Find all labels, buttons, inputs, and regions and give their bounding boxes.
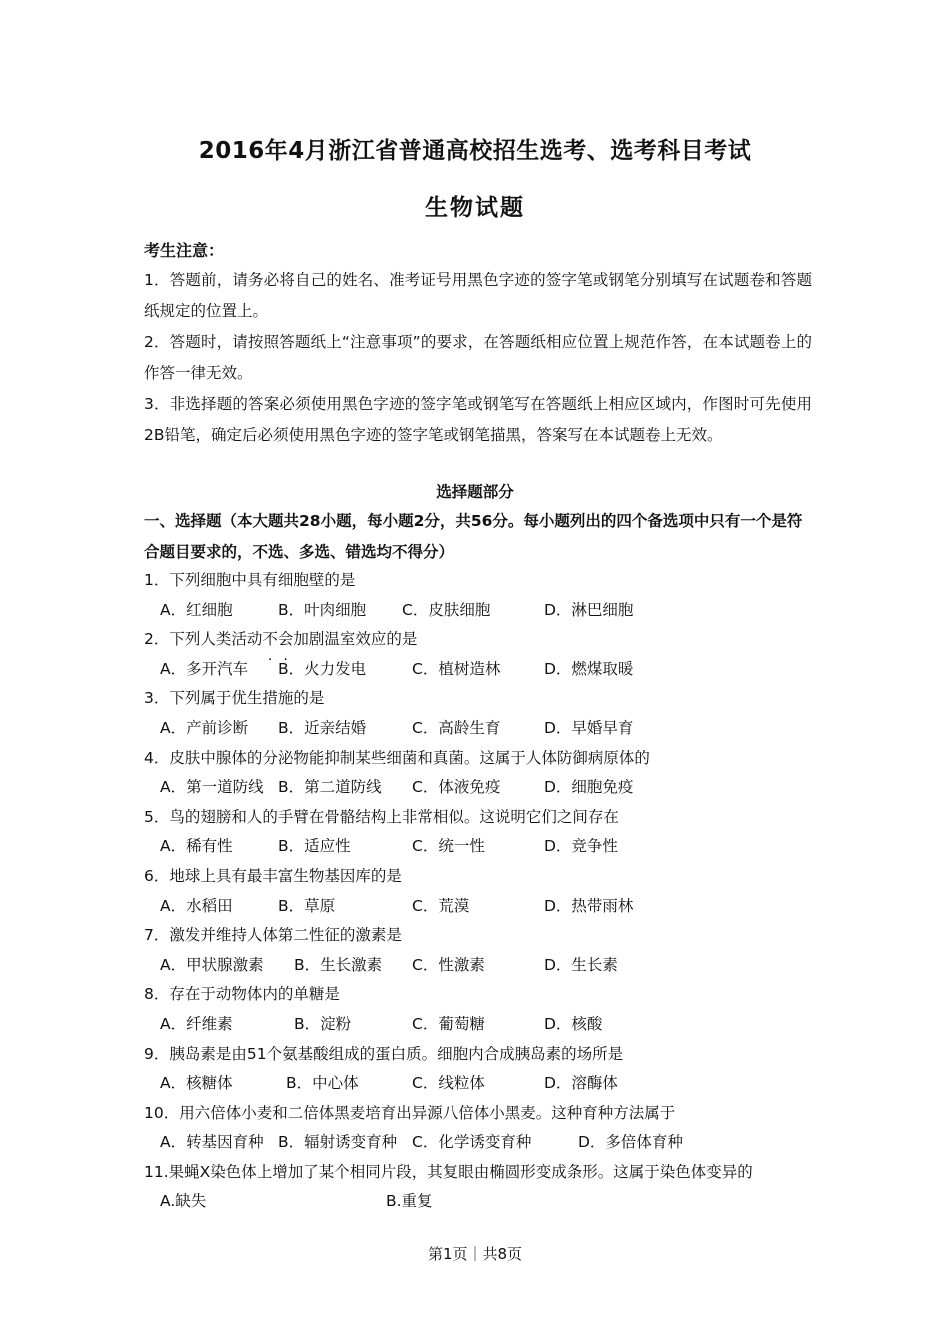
- emphasis-char: 会: [277, 630, 294, 649]
- question-options: [144, 951, 824, 981]
- option: D．燃煤取暖: [544, 659, 634, 678]
- option: C．体液免疫: [412, 778, 501, 797]
- option: B．草原: [278, 896, 336, 915]
- question-options: [144, 832, 824, 862]
- option: B．叶肉细胞: [278, 600, 367, 619]
- question-options: [144, 1187, 824, 1217]
- question-list: [144, 566, 824, 1217]
- option: D．淋巴细胞: [544, 600, 634, 619]
- option: A．核糖体: [160, 1074, 233, 1093]
- question-options: [144, 655, 824, 685]
- option: C．统一性: [412, 837, 485, 856]
- option: A．水稻田: [160, 896, 233, 915]
- option: B．第二道防线: [278, 778, 382, 797]
- option: B．生长激素: [294, 955, 383, 974]
- option: A．红细胞: [160, 600, 233, 619]
- exam-subtitle: 生物试题: [425, 195, 525, 221]
- question-options: [144, 1069, 824, 1099]
- notice-item: 3．非选择题的答案必须使用黑色字迹的签字笔或钢笔写在答题纸上相应区域内，作图时可先使用2B铅笔，确定后必须使用黑色字迹的签字笔或钢笔描黑，答案写在本试题卷上无效。: [144, 395, 812, 444]
- notice-item: 1．答题前，请务必将自己的姓名、准考证号用黑色字迹的签字笔或钢笔分别填写在试题卷和答题纸规定的位置上。: [144, 271, 812, 320]
- question-stem: 9．胰岛素是由51个氨基酸组成的蛋白质。细胞内合成胰岛素的场所是: [144, 1044, 624, 1063]
- option: B．火力发电: [278, 659, 367, 678]
- option: D．热带雨林: [544, 896, 634, 915]
- section-heading: 选择题部分: [436, 483, 514, 501]
- page-footer: 第1页｜共8页: [427, 1245, 523, 1263]
- option: C．线粒体: [412, 1074, 485, 1093]
- option: B.重复: [386, 1192, 433, 1211]
- option: A．产前诊断: [160, 718, 249, 737]
- option: A．第一道防线: [160, 778, 264, 797]
- option: D．细胞免疫: [544, 778, 634, 797]
- option: C．高龄生育: [412, 718, 501, 737]
- option: D．多倍体育种: [578, 1133, 683, 1152]
- question-stem: 4．皮肤中腺体的分泌物能抑制某些细菌和真菌。这属于人体防御病原体的: [144, 748, 650, 767]
- option: B．淀粉: [294, 1014, 352, 1033]
- option: A．甲状腺激素: [160, 955, 264, 974]
- question-options: [144, 892, 824, 922]
- question-stem: 1．下列细胞中具有细胞壁的是: [144, 571, 356, 589]
- option: D．早婚早育: [544, 718, 634, 737]
- option: D．竞争性: [544, 837, 618, 856]
- question-stem: 5．鸟的翅膀和人的手臂在骨骼结构上非常相似。这说明它们之间存在: [144, 807, 619, 826]
- question-stem: 8．存在于动物体内的单糖是: [144, 985, 340, 1004]
- option: B．辐射诱变育种: [278, 1133, 398, 1152]
- option: C．性激素: [412, 955, 485, 974]
- question-options: [144, 773, 824, 803]
- question-options: [144, 1010, 824, 1040]
- option: A．转基因育种: [160, 1133, 264, 1152]
- stem-text: 加剧温室效应的是: [293, 630, 418, 649]
- option: B．近亲结婚: [278, 718, 367, 737]
- question-stem: 3．下列属于优生措施的是: [144, 689, 325, 708]
- option: B．中心体: [286, 1074, 359, 1093]
- question-stem: 11.果蝇X染色体上增加了某个相同片段，其复眼由椭圆形变成条形。这属于染色体变异的: [144, 1162, 753, 1181]
- question-stem: 7．激发并维持人体第二性征的激素是: [144, 926, 402, 945]
- question-options: [144, 1128, 824, 1158]
- notice-heading: 考生注意：: [144, 241, 225, 260]
- question-stem: 6．地球上具有最丰富生物基因库的是: [144, 866, 402, 885]
- emphasis-char: 不: [262, 630, 278, 649]
- option: D．生长素: [544, 955, 618, 974]
- question-options: [144, 714, 824, 744]
- option: D．核酸: [544, 1014, 603, 1033]
- stem-text: 2．下列人类活动: [144, 630, 263, 649]
- question-stem: 10．用六倍体小麦和二倍体黑麦培育出异源八倍体小黑麦。这种育种方法属于: [144, 1103, 676, 1122]
- question-options: [144, 596, 824, 626]
- option: C．皮肤细胞: [402, 600, 491, 619]
- option: A.缺失: [160, 1192, 207, 1211]
- option: C．植树造林: [412, 659, 501, 678]
- question-stem: [144, 625, 824, 655]
- option: C．葡萄糖: [412, 1014, 485, 1033]
- option: A．多开汽车: [160, 659, 249, 678]
- notice-item: 2．答题时，请按照答题纸上“注意事项”的要求，在答题纸相应位置上规范作答，在本试题卷上的作答一律无效。: [144, 333, 812, 382]
- option: A．稀有性: [160, 837, 233, 856]
- notice-list: [144, 265, 812, 451]
- exam-title: 2016年4月浙江省普通高校招生选考、选考科目考试: [198, 138, 752, 164]
- option: D．溶酶体: [544, 1074, 618, 1093]
- part-heading: 一、选择题（本大题共28小题，每小题2分，共56分。每小题列出的四个备选项中只有一个是符合题目要求的，不选、多选、错选均不得分）: [144, 512, 803, 561]
- option: C．化学诱变育种: [412, 1133, 532, 1152]
- option: B．适应性: [278, 837, 351, 856]
- option: C．荒漠: [412, 896, 470, 915]
- option: A．纤维素: [160, 1014, 233, 1033]
